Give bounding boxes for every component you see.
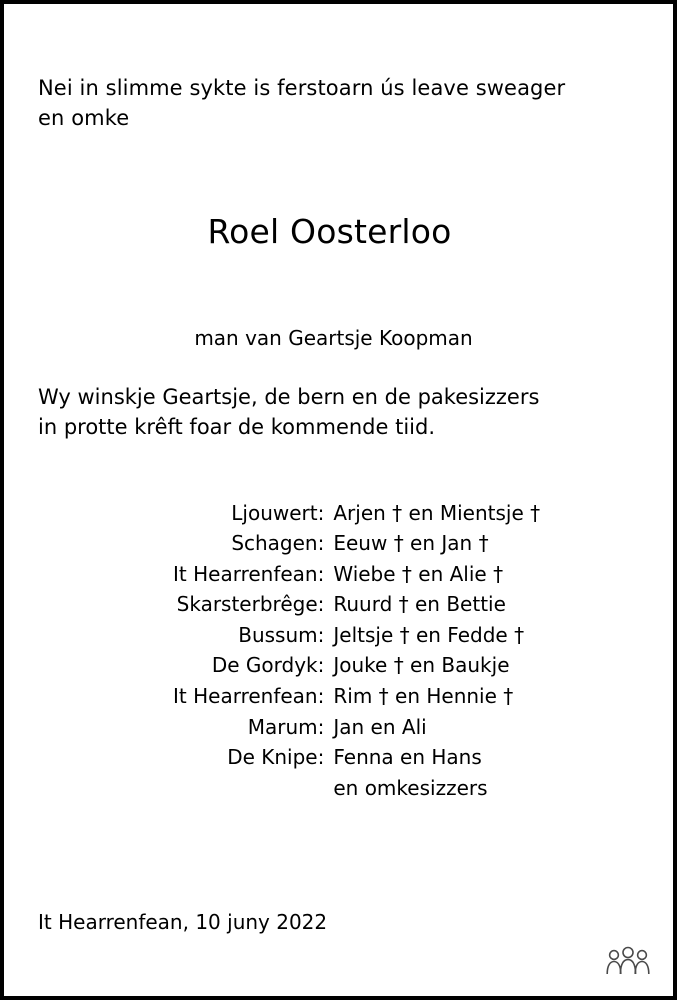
family-names: Fenna en Hans: [333, 745, 482, 770]
family-names: Jeltsje † en Fedde †: [333, 622, 525, 647]
family-row: [173, 712, 540, 743]
family-group-icon: [605, 944, 651, 978]
family-place: Marum:: [247, 714, 325, 739]
family-place: Bussum:: [238, 622, 325, 647]
family-place: It Hearrenfean:: [173, 684, 325, 709]
family-names: Rim † en Hennie †: [333, 684, 514, 709]
family-names: Arjen † en Mientsje †: [333, 500, 541, 525]
family-row: [173, 498, 540, 529]
wish-text: [38, 382, 639, 443]
wish-line-1: Wy winskje Geartsje, de bern en de pakesizzers: [38, 384, 540, 409]
deceased-name: Roel Oosterloo: [207, 211, 452, 251]
spouse-line: man van Geartsje Koopman: [194, 325, 473, 350]
family-names: Ruurd † en Bettie: [333, 592, 506, 617]
family-place: [173, 773, 333, 804]
wish-line-2: in protte krêft foar de kommende tiid.: [38, 415, 436, 440]
family-names: en omkesizzers: [333, 775, 488, 800]
family-names: Jouke † en Baukje: [333, 653, 510, 678]
family-place: De Gordyk:: [211, 653, 325, 678]
family-row: [173, 559, 540, 590]
family-row: [173, 589, 540, 620]
family-row: [173, 773, 540, 804]
family-place: Schagen:: [231, 531, 325, 556]
family-place: It Hearrenfean:: [173, 561, 325, 586]
family-names: Wiebe † en Alie †: [333, 561, 504, 586]
family-row: [173, 742, 540, 773]
family-place: Skarsterbrêge:: [176, 592, 325, 617]
family-row: [173, 650, 540, 681]
family-list: [173, 498, 540, 804]
family-names: Eeuw † en Jan †: [333, 531, 489, 556]
family-row: [173, 620, 540, 651]
place-date-footer: It Hearrenfean, 10 juny 2022: [38, 910, 328, 934]
family-names: Jan en Ali: [333, 714, 427, 739]
family-row: [173, 681, 540, 712]
family-place: De Knipe:: [227, 745, 325, 770]
family-row: [173, 528, 540, 559]
family-place: Ljouwert:: [231, 500, 325, 525]
intro-text: Nei in slimme sykte is ferstoarn ús leave sweager en omke: [38, 76, 566, 130]
